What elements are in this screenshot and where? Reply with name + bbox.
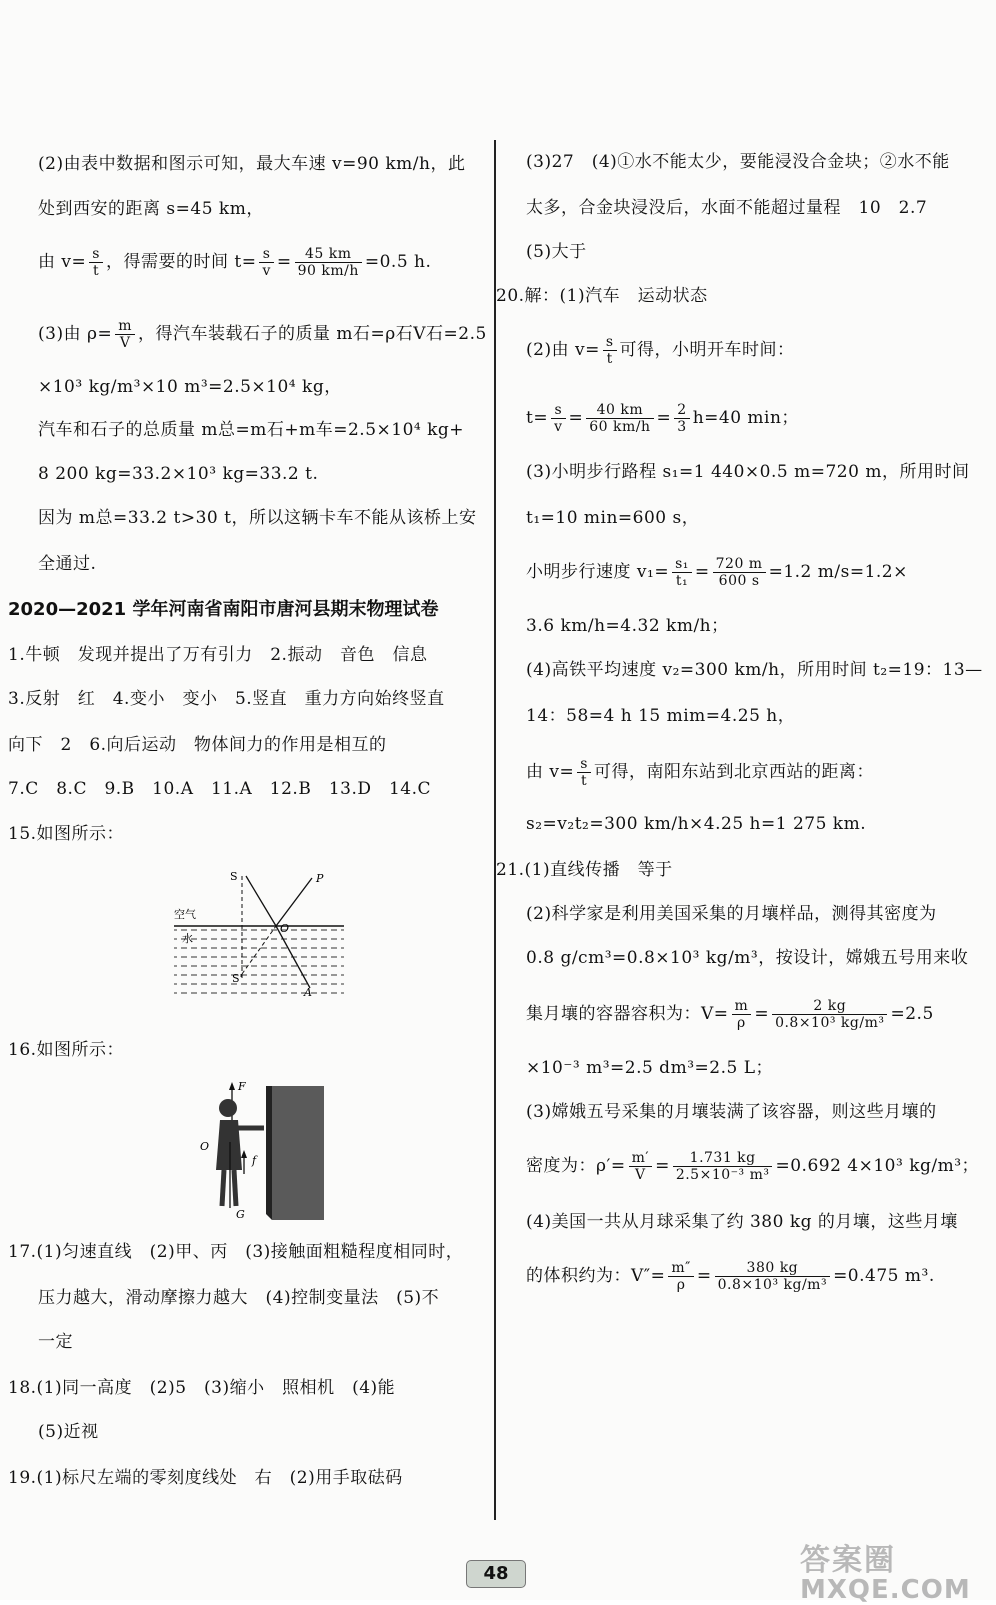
answer-line: 16.如图所示： (8, 1040, 125, 1060)
numerator: 40 km (586, 402, 653, 419)
fraction (577, 756, 591, 789)
text: 可得，南阳东站到北京西站的距离： (593, 762, 874, 782)
answer-line: 一定 (38, 1332, 73, 1352)
text: = (696, 1266, 712, 1286)
formula-line (38, 318, 487, 351)
fraction (89, 246, 103, 279)
formula-line (526, 1260, 935, 1293)
text-line: 因为 m总=33.2 t>30 t，所以这辆卡车不能从该桥上安 (38, 508, 477, 528)
text: ，得汽车装载石子的质量 m石=ρ石V石=2.5 (138, 324, 487, 344)
numerator: 2 kg (772, 998, 887, 1015)
fraction (603, 334, 617, 367)
answer-line: 15.如图所示： (8, 824, 125, 844)
numerator: m (732, 998, 752, 1015)
answer-line: 1.牛顿 发现并提出了万有引力 2.振动 音色 信息 (8, 645, 428, 665)
text: t= (526, 408, 549, 428)
formula-line (526, 998, 934, 1031)
formula-line (526, 556, 908, 589)
label-air: 空气 (174, 908, 196, 921)
numerator: 720 m (713, 556, 766, 573)
wall (272, 1086, 324, 1220)
numerator: m (115, 318, 135, 335)
label-s-prime: S' (232, 972, 243, 985)
answer-line: 18.(1)同一高度 (2)5 (3)缩小 照相机 (4)能 (8, 1378, 396, 1398)
denominator: 2.5×10⁻³ m³ (675, 1167, 770, 1183)
friction-arrowhead (241, 1150, 247, 1158)
text-line: 3.6 km/h=4.32 km/h； (526, 616, 729, 636)
formula-line (38, 246, 431, 279)
fraction (115, 318, 135, 351)
text: = (694, 562, 710, 582)
formula-line (526, 1150, 979, 1183)
text-line: (3)小明步行路程 s₁=1 440×0.5 m=720 m，所用时间 (526, 462, 970, 482)
person-leg (234, 1170, 236, 1206)
answer-line: 17.(1)匀速直线 (2)甲、丙 (3)接触面粗糙程度相同时， (8, 1242, 464, 1262)
exam-title: 2020—2021 学年河南省南阳市唐河县期末物理试卷 (8, 599, 439, 620)
text-line: (2)由表中数据和图示可知，最大车速 v=90 km/h，此 (38, 154, 466, 174)
text-line: 太多，合金块浸没后，水面不能超过量程 10 2.7 (526, 198, 928, 218)
text-line: 8 200 kg=33.2×10³ kg=33.2 t. (38, 464, 319, 484)
denominator: v (554, 419, 563, 435)
column-divider (494, 140, 496, 1520)
denominator: 0.8×10³ kg/m³ (775, 1015, 885, 1031)
text: 可得，小明开车时间： (619, 340, 795, 360)
fraction (259, 246, 273, 279)
fraction (551, 402, 565, 435)
text-line: (3)嫦娥五号采集的月壤装满了该容器，则这些月壤的 (526, 1102, 937, 1122)
label-a: A (304, 986, 312, 999)
text: 小明步行速度 v₁= (526, 562, 670, 582)
label-p: P (316, 872, 324, 885)
fraction (772, 998, 887, 1031)
text-line: 0.8 g/cm³=0.8×10³ kg/m³，按设计，嫦娥五号用来收 (526, 948, 969, 968)
fraction (672, 556, 692, 589)
label-f-up: F (238, 1080, 246, 1093)
text: = (655, 1156, 670, 1176)
answer-line: (5)近视 (38, 1422, 99, 1442)
water-region (174, 926, 344, 998)
denominator: 600 s (718, 573, 760, 589)
label-water: 水 (182, 932, 193, 945)
text: = (656, 408, 672, 428)
text-line: 21.(1)直线传播 等于 (496, 860, 673, 880)
incident-ray (246, 876, 276, 926)
denominator: t (93, 263, 100, 279)
text-line: (2)科学家是利用美国采集的月壤样品，测得其密度为 (526, 904, 937, 924)
denominator: v (262, 263, 271, 279)
fraction (295, 246, 362, 279)
text: =0.475 m³. (833, 1266, 935, 1286)
answer-line: 向下 2 6.向后运动 物体间力的作用是相互的 (8, 735, 387, 755)
person-head (219, 1099, 237, 1117)
numerator: m″ (668, 1260, 694, 1277)
fraction (674, 402, 689, 435)
formula-line (526, 402, 799, 435)
label-g: G (236, 1208, 245, 1221)
text: =2.5 (890, 1004, 934, 1024)
formula-line (526, 334, 795, 367)
text-line: 汽车和石子的总质量 m总=m石+m车=2.5×10⁴ kg+ (38, 420, 465, 440)
fraction (713, 556, 766, 589)
text-line: t₁=10 min=600 s， (526, 508, 700, 528)
label-s: S (230, 870, 238, 883)
watermark-url: MXQE.COM (800, 1575, 971, 1605)
wall-edge (266, 1086, 272, 1220)
numerator: s₁ (672, 556, 692, 573)
numerator: s (577, 756, 591, 773)
answer-line: 7.C 8.C 9.B 10.A 11.A 12.B 13.D 14.C (8, 779, 432, 799)
denominator: 0.8×10³ kg/m³ (717, 1277, 828, 1293)
denominator: t₁ (675, 573, 689, 589)
numerator: s (89, 246, 103, 263)
text: =0.5 h. (364, 252, 432, 272)
fraction (629, 1150, 652, 1183)
answer-line: 3.反射 红 4.变小 变小 5.竖直 重力方向始终竖直 (8, 689, 445, 709)
denominator: ρ (737, 1015, 746, 1031)
denominator: 3 (677, 419, 687, 435)
text: 集月壤的容器容积为：V= (526, 1004, 729, 1024)
answer-line: 19.(1)标尺左端的零刻度线处 右 (2)用手取砝码 (8, 1468, 403, 1488)
text: 密度为：ρ′= (526, 1156, 626, 1176)
text-line: ×10⁻³ m³=2.5 dm³=2.5 L； (526, 1058, 773, 1078)
text-line: 全通过. (38, 554, 97, 574)
denominator: V (119, 335, 131, 351)
denominator: 60 km/h (589, 419, 651, 435)
fraction (715, 1260, 830, 1293)
formula-line (526, 756, 874, 789)
fraction (586, 402, 653, 435)
force-diagram (196, 1078, 336, 1224)
text-line: ×10³ kg/m³×10 m³=2.5×10⁴ kg， (38, 377, 342, 397)
text-line: (5)大于 (526, 242, 587, 262)
text-line: 处到西安的距离 s=45 km， (38, 199, 264, 219)
force-up-arrowhead (229, 1082, 235, 1090)
numerator: 2 (674, 402, 689, 419)
numerator: s (551, 402, 565, 419)
watermark-title: 答案圈 (800, 1543, 896, 1578)
numerator: m′ (629, 1150, 652, 1167)
numerator: s (603, 334, 617, 351)
text-line: 20.解：(1)汽车 运动状态 (496, 286, 708, 306)
label-o: O (280, 922, 290, 935)
text: =0.692 4×10³ kg/m³； (775, 1156, 980, 1176)
denominator: ρ (676, 1277, 686, 1293)
person-leg (222, 1170, 224, 1206)
text-line: 14：58=4 h 15 mim=4.25 h， (526, 706, 796, 726)
label-o: O (200, 1140, 210, 1153)
numerator: s (259, 246, 273, 263)
fraction (673, 1150, 773, 1183)
text: = (754, 1004, 770, 1024)
denominator: V (635, 1167, 646, 1183)
label-f: f (252, 1154, 257, 1167)
numerator: 380 kg (715, 1260, 830, 1277)
text-line: (4)美国一共从月球采集了约 380 kg 的月壤，这些月壤 (526, 1212, 958, 1232)
text-line: (4)高铁平均速度 v₂=300 km/h，所用时间 t₂=19：13— (526, 660, 983, 680)
text: = (568, 408, 584, 428)
text: (3)由 ρ= (38, 324, 113, 344)
text-line: (3)27 (4)①水不能太少，要能浸没合金块；②水不能 (526, 152, 950, 172)
watermark (800, 1535, 971, 1605)
text: 的体积约为：V″= (526, 1266, 666, 1286)
fraction (668, 1260, 694, 1293)
text: 由 v= (38, 252, 87, 272)
refraction-diagram (160, 862, 360, 1002)
answer-line: 压力越大，滑动摩擦力越大 (4)控制变量法 (5)不 (38, 1288, 440, 1308)
numerator: 1.731 kg (673, 1150, 773, 1167)
text-line: s₂=v₂t₂=300 km/h×4.25 h=1 275 km. (526, 814, 867, 834)
text: (2)由 v= (526, 340, 600, 360)
text: h=40 min； (692, 408, 799, 428)
text: 由 v= (526, 762, 575, 782)
page-number: 48 (466, 1560, 526, 1588)
text: ，得需要的时间 t= (105, 252, 257, 272)
denominator: 90 km/h (297, 263, 359, 279)
denominator: t (581, 773, 588, 789)
fraction (732, 998, 752, 1031)
text: = (276, 252, 292, 272)
text: =1.2 m/s=1.2× (768, 562, 908, 582)
reflected-ray (276, 878, 312, 926)
numerator: 45 km (295, 246, 362, 263)
denominator: t (606, 351, 613, 367)
